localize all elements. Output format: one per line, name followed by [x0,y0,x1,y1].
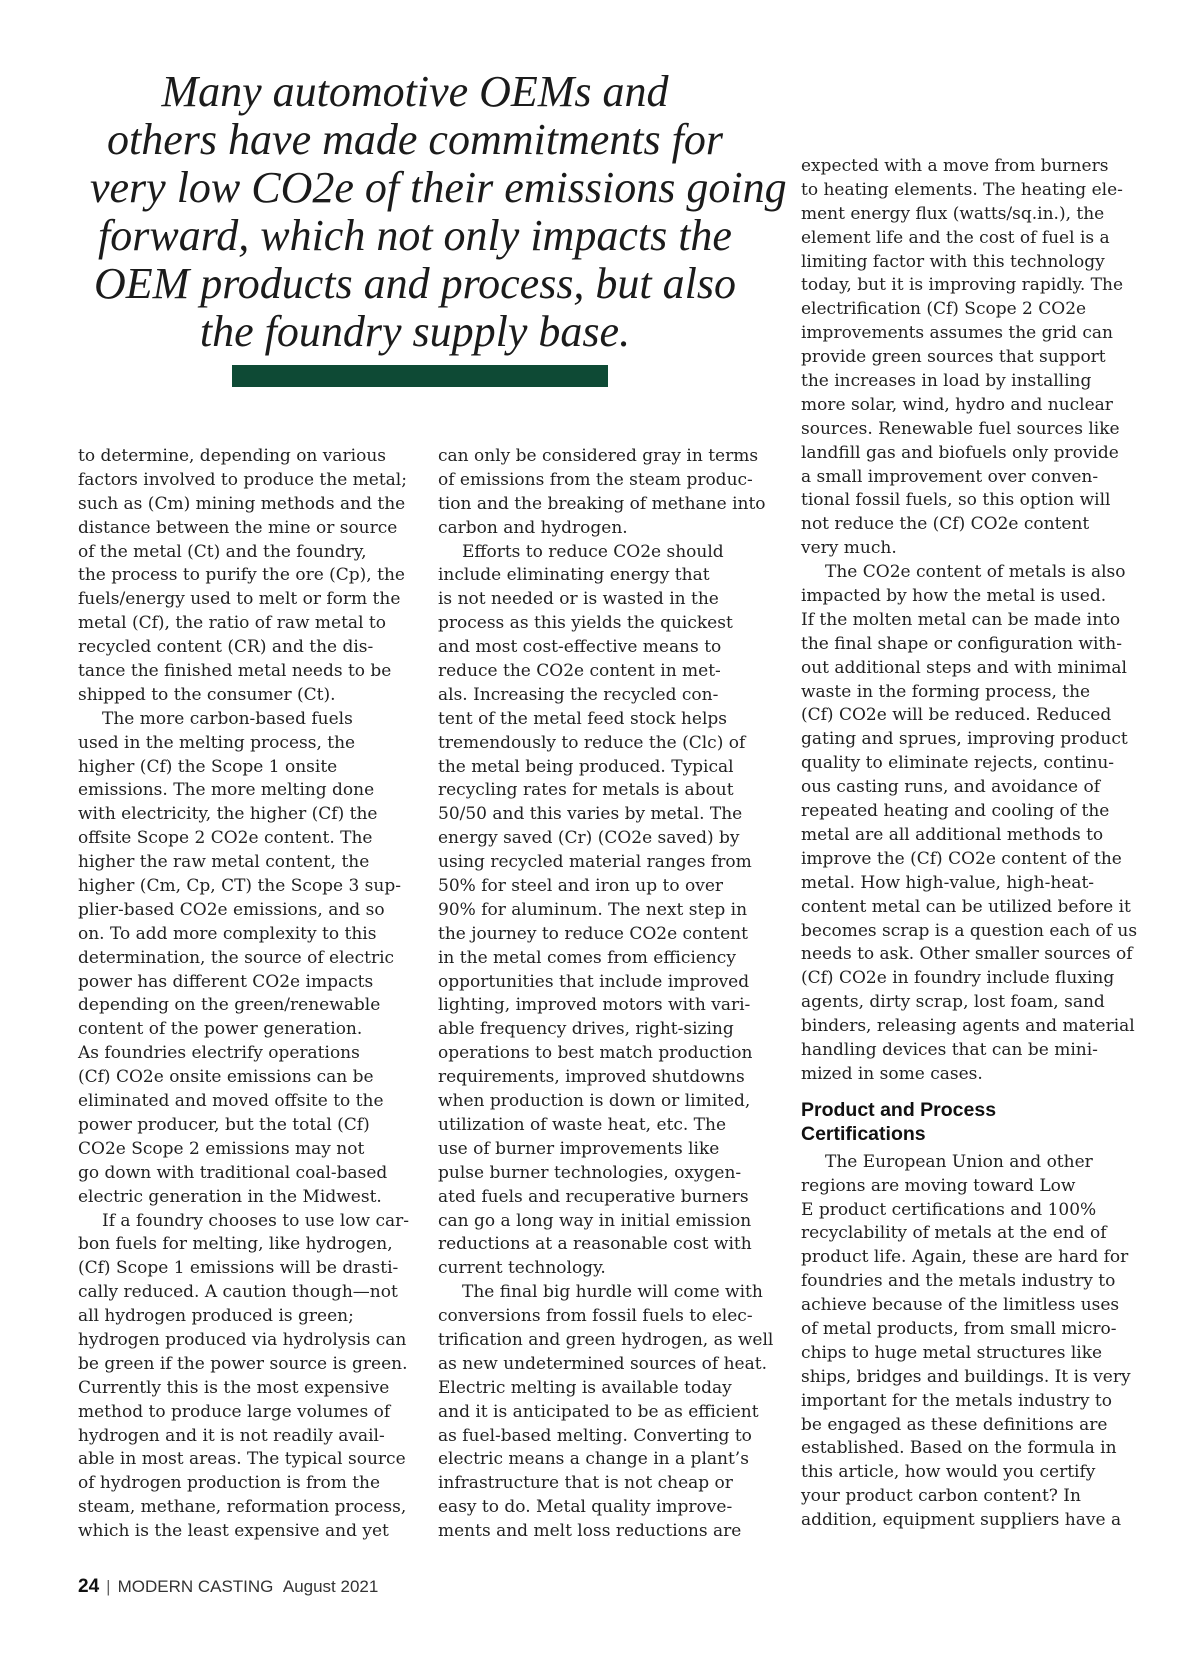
text-line: binders, releasing agents and material [801,1016,1135,1037]
text-line: recycling rates for metals is about [438,780,734,801]
text-line: metal are all additional methods to [801,824,1104,845]
article-column-3 [801,155,1137,1533]
text-line: all hydrogen produced is green; [78,1306,354,1327]
text-line: very much. [801,538,897,559]
pull-quote-line: Many automotive OEMs and [161,67,669,116]
text-line: E product certifications and 100% [801,1199,1097,1220]
text-line: determination, the source of electric [78,947,395,968]
text-line: include eliminating energy that [438,565,710,586]
text-line: conversions from fossil fuels to elec- [438,1306,753,1327]
text-line: pulse burner technologies, oxygen- [438,1162,742,1183]
text-line: a small improvement over conven- [801,466,1099,487]
text-line: able frequency drives, right-sizing [438,1019,734,1040]
text-line: the increases in load by installing [801,371,1092,392]
text-line: shipped to the consumer (Ct). [78,684,336,705]
spacer [801,1087,1137,1098]
pull-quote-line: very low CO2e of their emissions going [90,163,787,212]
text-line: waste in the forming process, the [801,681,1091,702]
text-line: als. Increasing the recycled con- [438,684,719,705]
text-line: established. Based on the formula in [801,1438,1117,1459]
text-line: to heating elements. The heating ele- [801,179,1123,200]
publication-name: MODERN CASTING [117,1577,274,1596]
issue-date: August 2021 [282,1577,379,1596]
text-line: use of burner improvements like [438,1138,720,1159]
text-line: able in most areas. The typical source [78,1449,406,1470]
text-line: with electricity, the higher (Cf) the [78,804,378,825]
text-line: mized in some cases. [801,1063,983,1084]
text-line: improve the (Cf) CO2e content of the [801,848,1122,869]
text-line: metal. How high-value, high-heat- [801,872,1095,893]
text-line: and it is anticipated to be as efficient [438,1401,759,1422]
text-line: reductions at a reasonable cost with [438,1234,752,1255]
section-heading: Certifications [801,1122,926,1145]
text-line: energy saved (Cr) (CO2e saved) by [438,828,740,849]
text-line: The final big hurdle will come with [462,1282,763,1303]
text-line: and most cost-effective means to [438,637,722,658]
text-line: plier-based CO2e emissions, and so [78,899,385,920]
text-line: tance the finished metal needs to be [78,661,392,682]
text-line: higher (Cm, Cp, CT) the Scope 3 sup- [78,876,401,897]
text-line: offsite Scope 2 CO2e content. The [78,828,373,849]
text-line: as new undetermined sources of heat. [438,1353,767,1374]
text-line: distance between the mine or source [78,517,398,538]
text-line: handling devices that can be mini- [801,1039,1098,1060]
text-line: the process to purify the ore (Cp), the [78,565,405,586]
text-line: your product carbon content? In [801,1486,1081,1507]
text-line: opportunities that include improved [438,971,750,992]
text-line: emissions. The more melting done [78,780,375,801]
text-line: can only be considered gray in terms [438,446,759,466]
text-line: addition, equipment suppliers have a [801,1510,1122,1531]
text-line: important for the metals industry to [801,1390,1112,1411]
text-line: requirements, improved shutdowns [438,1067,745,1088]
pull-quote [90,67,787,356]
text-line: of the metal (Ct) and the foundry, [78,541,367,562]
text-line: (Cf) CO2e in foundry include fluxing [801,968,1115,989]
text-line: content of the power generation. [78,1019,363,1040]
text-line: the journey to reduce CO2e content [438,923,748,944]
text-line: out additional steps and with minimal [801,657,1127,678]
text-line: chips to huge metal structures like [801,1342,1103,1363]
text-line: electrification (Cf) Scope 2 CO2e [801,299,1087,320]
pull-quote-line: others have made commitments for [107,115,723,164]
text-line: process as this yields the quickest [438,613,733,634]
text-line: Currently this is the most expensive [78,1377,390,1398]
text-line: improvements assumes the grid can [801,323,1113,344]
text-line: on. To add more complexity to this [78,923,377,944]
text-line: (Cf) CO2e onsite emissions can be [78,1067,374,1088]
text-line: cally reduced. A caution though—not [78,1282,398,1303]
text-line: go down with traditional coal-based [78,1162,388,1183]
text-line: recycled content (CR) and the dis- [78,637,374,658]
text-line: 50% for steel and iron up to over [438,876,724,897]
text-line: higher the raw metal content, the [78,852,370,873]
text-line: The CO2e content of metals is also [825,562,1126,583]
text-line: using recycled material ranges from [438,852,752,873]
text-line: electric generation in the Midwest. [78,1186,382,1207]
text-line: If the molten metal can be made into [801,609,1121,630]
section-heading: Product and Process [801,1098,997,1121]
text-line: ships, bridges and buildings. It is very [801,1366,1131,1387]
text-line: can go a long way in initial emission [438,1210,752,1231]
text-line: power producer, but the total (Cf) [78,1114,370,1135]
text-line: tion and the breaking of methane into [438,493,766,514]
text-line: eliminated and moved offsite to the [78,1091,384,1112]
text-line: today, but it is improving rapidly. The [801,275,1124,296]
text-line: steam, methane, reformation process, [78,1497,407,1518]
article-column-2 [438,445,773,1544]
text-line: If a foundry chooses to use low car- [102,1210,410,1231]
text-line: bon fuels for melting, like hydrogen, [78,1234,393,1255]
page-number: 24 [78,1576,100,1597]
text-line: agents, dirty scrap, lost foam, sand [801,992,1105,1013]
text-line: foundries and the metals industry to [801,1271,1116,1292]
footer-separator: | [106,1577,111,1596]
text-line: reduce the CO2e content in met- [438,661,721,682]
text-line: in the metal comes from efficiency [438,947,736,968]
text-line: 50/50 and this varies by metal. The [438,804,743,825]
text-line: lighting, improved motors with vari- [438,995,751,1016]
text-line: As foundries electrify operations [78,1043,360,1064]
pull-quote-accent-bar [232,365,608,387]
text-line: be green if the power source is green. [78,1353,408,1374]
text-line: regions are moving toward Low [801,1175,1076,1196]
text-line: infrastructure that is not cheap or [438,1473,733,1494]
text-line: tent of the metal feed stock helps [438,708,728,729]
text-line: more solar, wind, hydro and nuclear [801,394,1113,415]
text-line: ment energy flux (watts/sq.in.), the [801,203,1105,224]
text-line: higher (Cf) the Scope 1 onsite [78,756,338,777]
text-line: ated fuels and recuperative burners [438,1186,749,1207]
text-line: current technology. [438,1258,606,1279]
text-line: content metal can be utilized before it [801,896,1131,917]
text-line: not reduce the (Cf) CO2e content [801,514,1090,535]
text-line: achieve because of the limitless uses [801,1295,1120,1316]
text-line: quality to eliminate rejects, continu- [801,753,1115,774]
text-line: becomes scrap is a question each of us [801,920,1138,941]
text-line: of metal products, from small micro- [801,1318,1117,1339]
text-line: (Cf) CO2e will be reduced. Reduced [801,705,1112,726]
text-line: limiting factor with this technology [801,251,1105,272]
text-line: depending on the green/renewable [78,995,381,1016]
text-line: easy to do. Metal quality improve- [438,1497,733,1518]
text-line: 90% for aluminum. The next step in [438,899,748,920]
text-line: when production is down or limited, [438,1091,751,1112]
text-line: product life. Again, these are hard for [801,1247,1129,1268]
text-line: ous casting runs, and avoidance of [801,777,1101,798]
pull-quote-line: the foundry supply base. [199,307,631,356]
text-line: method to produce large volumes of [78,1401,391,1422]
text-line: landfill gas and biofuels only provide [801,442,1119,463]
text-line: the final shape or configuration with- [801,633,1122,654]
text-line: electric means a change in a plant’s [438,1449,749,1470]
pull-quote-line: forward, which not only impacts the [98,211,732,260]
page-footer [78,1576,378,1598]
text-line: tremendously to reduce the (Clc) of [438,732,746,753]
text-line: CO2e Scope 2 emissions may not [78,1138,365,1159]
text-line: of hydrogen production is from the [78,1473,381,1494]
text-line: impacted by how the metal is used. [801,586,1107,607]
text-line: fuels/energy used to melt or form the [78,589,401,610]
text-line: hydrogen and it is not readily avail- [78,1425,385,1446]
text-line: carbon and hydrogen. [438,517,628,538]
text-line: Efforts to reduce CO2e should [462,541,724,562]
text-line: expected with a move from burners [801,156,1109,176]
text-line: The European Union and other [825,1151,1093,1172]
text-line: hydrogen produced via hydrolysis can [78,1329,407,1350]
text-line: factors involved to produce the metal; [78,469,407,490]
text-line: to determine, depending on various [78,446,386,466]
text-line: ments and melt loss reductions are [438,1521,742,1542]
text-line: tional fossil fuels, so this option will [801,490,1111,511]
text-line: operations to best match production [438,1043,753,1064]
text-line: be engaged as these definitions are [801,1414,1108,1435]
text-line: which is the least expensive and yet [78,1521,389,1542]
text-line: (Cf) Scope 1 emissions will be drasti- [78,1258,399,1279]
text-line: this article, how would you certify [801,1462,1096,1483]
text-line: needs to ask. Other smaller sources of [801,944,1133,965]
text-line: Electric melting is available today [438,1377,732,1398]
article-column-1 [78,445,409,1544]
text-line: element life and the cost of fuel is a [801,227,1110,248]
text-line: the metal being produced. Typical [438,756,734,777]
text-line: recyclability of metals at the end of [801,1223,1107,1244]
text-line: The more carbon-based fuels [102,708,353,729]
text-line: provide green sources that support [801,347,1106,368]
text-line: sources. Renewable fuel sources like [801,418,1120,439]
text-line: of emissions from the steam produc- [438,469,753,490]
text-line: trification and green hydrogen, as well [438,1329,774,1350]
text-line: metal (Cf), the ratio of raw metal to [78,613,386,634]
text-line: used in the melting process, the [78,732,356,753]
text-line: is not needed or is wasted in the [438,589,719,610]
text-line: utilization of waste heat, etc. The [438,1114,727,1135]
pull-quote-line: OEM products and process, but also [93,259,737,308]
text-line: gating and sprues, improving product [801,729,1128,750]
text-line: power has different CO2e impacts [78,971,374,992]
text-line: repeated heating and cooling of the [801,801,1110,822]
text-line: such as (Cm) mining methods and the [78,493,406,514]
text-line: as fuel-based melting. Converting to [438,1425,752,1446]
